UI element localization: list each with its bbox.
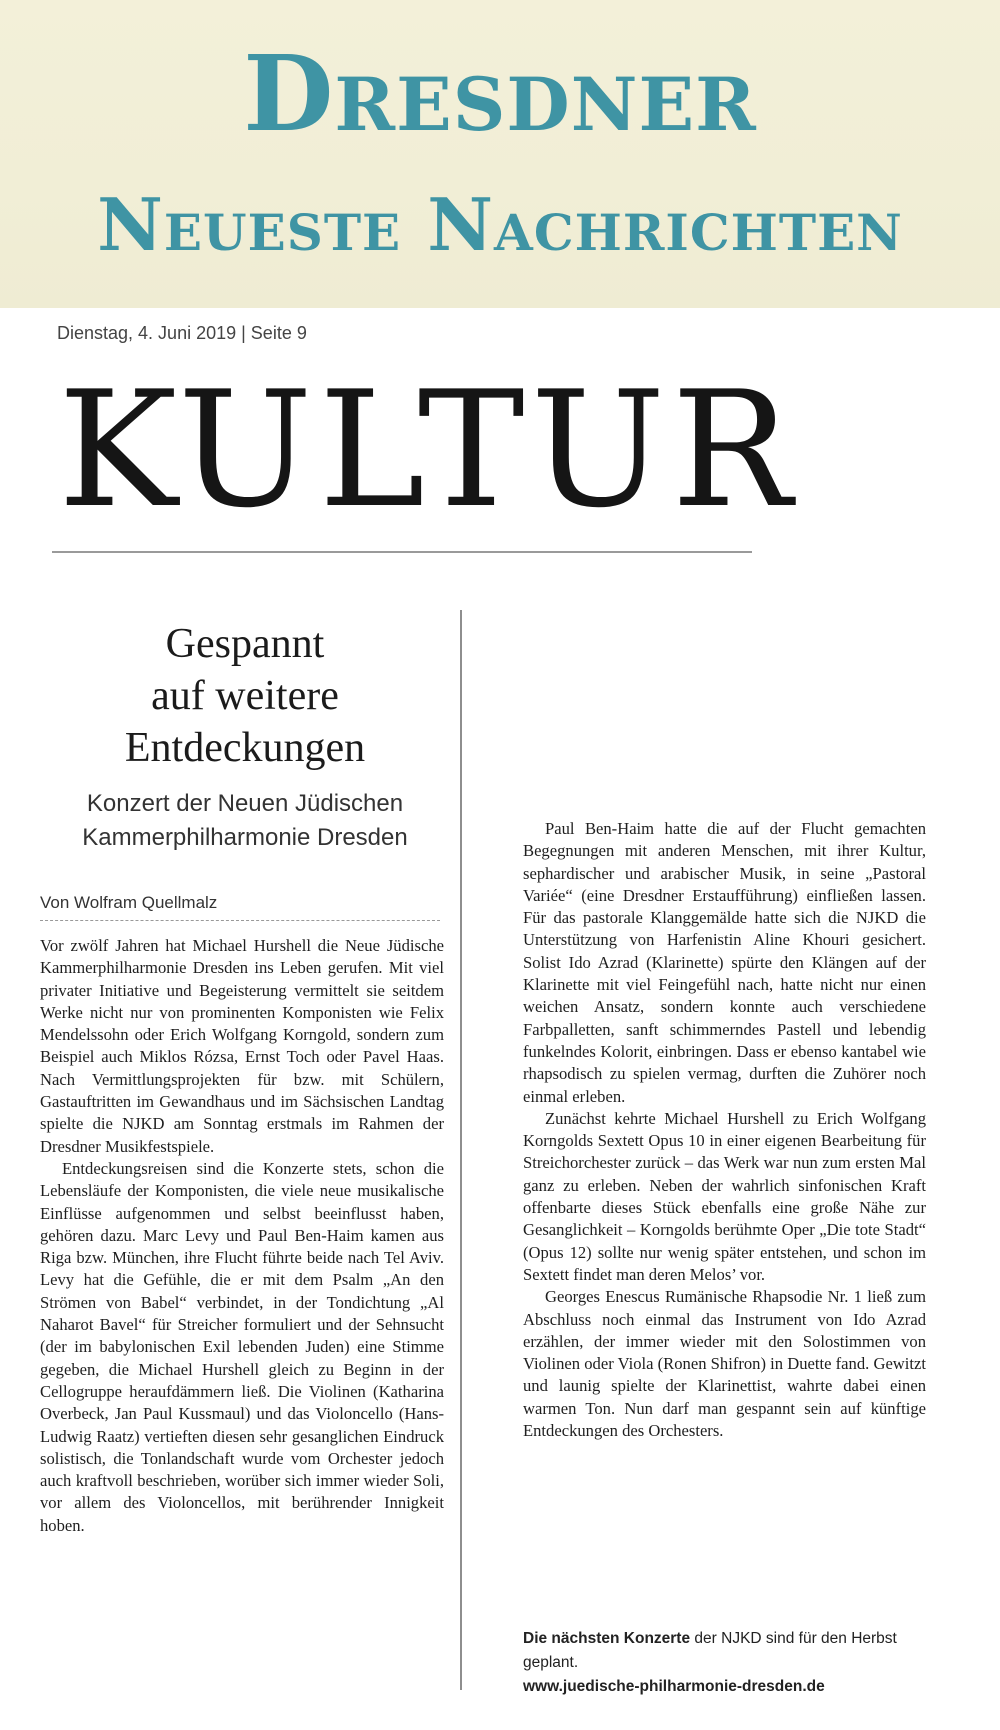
article-paragraph: Vor zwölf Jahren hat Michael Hurshell die Neue Jüdische Kammerphilharmonie Dresden ins Leben gerufen. Mit viel privater Initiative und Begeisterung vermittelt sie seitdem Werke nicht nur von prominenten Komponisten wie Felix Mendelssohn oder Erich Wolfgang Korngold, sondern zum Beispiel auch Miklos Rózsa, Ernst Toch oder Pavel Haas. Nach Vermittlungsprojekten für bzw. mit Schülern, Gastauftritten im Gewandhaus und im Sächsischen Landtag spielte die NJKD am Sonntag erstmals im Rahmen der Dresdner Musikfestspiele. — [40, 936, 444, 1156]
headline-line: Gespannt — [165, 621, 325, 667]
section-title: KULTUR — [58, 356, 798, 543]
masthead-title-line1: Dresdner — [243, 32, 757, 155]
website-link[interactable]: www.juedische-philharmonie-dresden.de — [523, 1678, 825, 1695]
masthead-title-line2: Neueste Nachrichten — [97, 182, 903, 267]
article-column-left — [40, 935, 444, 1537]
column-divider — [460, 610, 462, 1690]
article-paragraph: Zunächst kehrte Michael Hurshell zu Erich Wolfgang Korngolds Sextett Opus 10 in einer eigenen Bearbeitung für Streichorchester zurück – das Werk war nun zum ersten Mal ganz zu erleben. Neben der wahrlich sinfonischen Kraft offenbarte dieses Stück ebenfalls eine große Nähe zur Gesanglichkeit – Korngolds berühmte Oper „Die tote Stadt“ (Opus 12) sollte nur wenig später entstehen, und schon im Sextett findet man deren Melos’ vor. — [523, 1108, 926, 1284]
subhead-line: Kammerphilharmonie Dresden — [82, 824, 408, 851]
dateline: Dienstag, 4. Juni 2019 | Seite 9 — [57, 323, 307, 343]
masthead — [0, 0, 1000, 308]
headline-line: auf weitere — [151, 673, 339, 719]
author-byline: Von Wolfram Quellmalz — [40, 893, 218, 912]
article-subheadline — [30, 787, 460, 855]
notice-bold-lead: Die nächsten Konzerte — [523, 1630, 691, 1647]
article-column-right — [523, 818, 926, 1442]
article-paragraph: Entdeckungsreisen sind die Konzerte stets, schon die Lebensläufe der Komponisten, die viele neue musikalische Einflüsse aufgenommen und selbst beeinflusst haben, gehören dazu. Marc Levy und Paul Ben-Haim kamen aus Riga bzw. München, ihre Flucht führte beide nach Tel Aviv. Levy hat die Gefühle, die er mit dem Psalm „An den Strömen von Babel“ verbindet, in der Tondichtung „Al Naharot Bavel“ für Streicher formuliert und der Sehnsucht (der im babylonischen Exil lebenden Juden) eine Stimme gegeben, die Michael Hurshell gleich zu Beginn in der Cellogruppe heraufdämmern ließ. Die Violinen (Katharina Overbeck, Jan Paul Kussmaul) und das Violoncello (Hans-Ludwig Raatz) vertieften diesen sehr gesanglichen Eindruck solistisch, die Tonlandschaft wurde vom Orchester jedoch auch kraftvoll beschrieben, worüber sich immer wieder Soli, vor allem des Violoncellos, mit berührender Innigkeit hoben. — [40, 1158, 444, 1535]
section-divider — [52, 551, 752, 553]
article-paragraph: Paul Ben-Haim hatte die auf der Flucht gemachten Begegnungen mit anderen Menschen, mit ihrer Kultur, sephardischer und arabischer Musik, in seine „Pastoral Variée“ (eine Dresdner Erstaufführung) einfließen lassen. Für das pastorale Klanggemälde hatte sich die NJKD die Unterstützung von Harfenistin Aline Khouri gesichert. Solist Ido Azrad (Klarinette) spürte den Klängen auf der Klarinette mit viel Feingefühl nach, hatte nicht nur einen weichen Ansatz, sondern konnte auch verschiedene Farbpalletten, sanft schimmerndes Pastell und lebendig funkelndes Kolorit, einbringen. Dass er ebenso kantabel wie rhapsodisch zu spielen vermag, durften die Zuhörer noch einmal erleben. — [523, 819, 926, 1106]
article-paragraph: Georges Enescus Rumänische Rhapsodie Nr. 1 ließ zum Abschluss noch einmal das Instrument von Ido Azrad erzählen, der immer wieder mit den Solostimmen von Violinen oder Viola (Ronen Shifron) in Duette fand. Gewitzt und launig spielte der Klarinettist, wahrte dabei einen warmen Ton. Nun darf man gespannt sein auf künftige Entdeckungen des Orchesters. — [523, 1287, 926, 1441]
notice-text: der NJKD sind für den Herbst geplant. — [523, 1630, 897, 1671]
headline-line: Entdeckungen — [124, 725, 366, 771]
byline-divider — [40, 920, 440, 921]
article-headline — [40, 618, 450, 774]
concert-notice — [523, 1627, 903, 1699]
subhead-line: Konzert der Neuen Jüdischen — [86, 790, 404, 817]
